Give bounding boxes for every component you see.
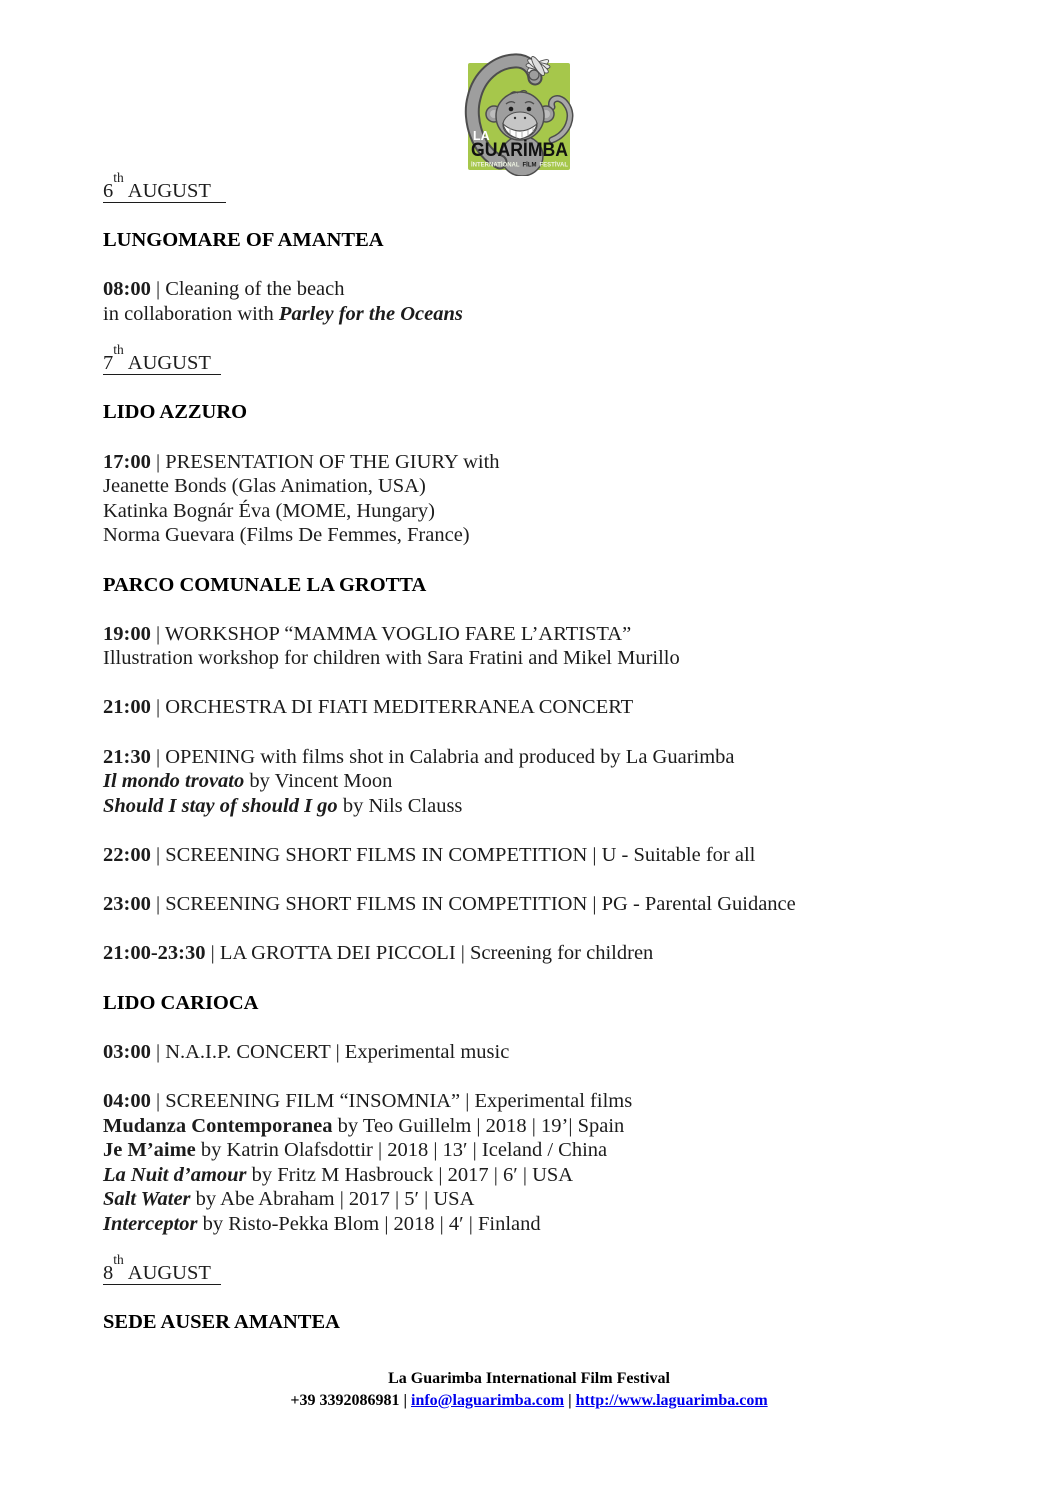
film-entry <box>103 1138 1023 1163</box>
film-credit: by Risto-Pekka Blom | 2018 | 4′ | Finland <box>197 1212 541 1235</box>
date-ordinal-suffix: th <box>113 1251 124 1267</box>
footer-separator: | <box>564 1391 576 1409</box>
film-entry <box>103 1212 1023 1237</box>
logo-la-text: LA <box>473 129 490 143</box>
logo-subtitle-international: İNTERNATİONAL <box>471 162 520 169</box>
film-entry <box>103 1163 1023 1188</box>
date-underlined <box>103 1251 221 1285</box>
date-month: AUGUST <box>123 180 217 202</box>
event-text: OPENING with films shot in Calabria and produced by La Guarimba <box>165 745 735 768</box>
event-line <box>103 892 1023 917</box>
date-ordinal-suffix: th <box>113 341 124 357</box>
film-credit: by Abe Abraham | 2017 | 5′ | USA <box>190 1188 475 1211</box>
event-line <box>103 622 1023 647</box>
event-line <box>103 450 1023 475</box>
website-link[interactable]: http://www.laguarimba.com <box>575 1391 768 1409</box>
event-separator: | <box>150 450 166 473</box>
email-link[interactable]: info@laguarimba.com <box>411 1391 565 1409</box>
event-line <box>103 1089 1023 1114</box>
event-jury-presentation <box>103 450 1023 548</box>
event-separator: | <box>150 622 165 645</box>
event-separator: | <box>150 745 166 768</box>
event-text: Cleaning of the beach <box>165 278 345 301</box>
venue-heading-parco-comunale: PARCO COMUNALE LA GROTTA <box>103 573 427 596</box>
event-text: SCREENING SHORT FILMS IN COMPETITION | PG - Parental Guidance <box>165 893 796 916</box>
event-insomnia-screening <box>103 1089 1023 1237</box>
film-credit: by Fritz M Hasbrouck | 2017 | 6′ | USA <box>246 1163 574 1186</box>
event-separator: | <box>150 1040 166 1063</box>
event-time: 23:00 <box>103 893 151 916</box>
event-text: N.A.I.P. CONCERT | Experimental music <box>165 1040 510 1063</box>
film-title: Should I stay of should I go <box>103 794 338 817</box>
event-line <box>103 941 1023 966</box>
event-subline <box>103 302 1023 327</box>
event-workshop <box>103 622 1023 671</box>
jury-member: Katinka Bognár Éva (MOME, Hungary) <box>103 499 435 522</box>
collab-text: in collaboration with <box>103 302 279 325</box>
event-separator: | <box>150 278 166 301</box>
date-underlined <box>103 169 226 203</box>
footer-festival-name: La Guarimba International Film Festival <box>388 1370 670 1387</box>
film-title: Salt Water <box>103 1188 191 1211</box>
event-line <box>103 695 1023 720</box>
event-screening-u <box>103 843 1023 868</box>
event-time: 17:00 <box>103 450 151 473</box>
event-separator: | <box>150 844 166 867</box>
event-separator: | <box>150 893 166 916</box>
film-entry <box>103 794 1023 819</box>
film-title: Il mondo trovato <box>103 770 245 793</box>
date-number: 7 <box>103 352 114 375</box>
date-month: AUGUST <box>123 1262 211 1285</box>
date-heading-aug8 <box>103 1251 1023 1286</box>
event-opening <box>103 745 1023 819</box>
footer-phone: +39 3392086981 <box>290 1391 400 1409</box>
event-time: 04:00 <box>103 1089 151 1112</box>
film-credit: by Vincent Moon <box>244 770 393 793</box>
event-time: 03:00 <box>103 1040 151 1063</box>
date-underlined <box>103 341 221 375</box>
event-grotta-piccoli <box>103 941 1023 966</box>
film-entry <box>103 1114 1023 1139</box>
event-text: PRESENTATION OF THE GIURY with <box>165 450 500 473</box>
date-ordinal-suffix: th <box>113 169 124 185</box>
date-heading-aug7 <box>103 341 1023 376</box>
monkey-head-icon <box>496 91 544 141</box>
film-credit: by Katrin Olafsdottir | 2018 | 13′ | Iceland / China <box>195 1139 608 1162</box>
event-screening-pg <box>103 892 1023 917</box>
footer-contact-line <box>0 1390 1058 1412</box>
event-time: 21:00-23:30 <box>103 942 206 965</box>
guarimba-logo <box>452 44 586 176</box>
event-line <box>103 745 1023 770</box>
logo-subtitle-film: FİLM <box>522 162 537 169</box>
film-title: La Nuit d’amour <box>103 1163 247 1186</box>
page-footer <box>0 1368 1058 1411</box>
venue-heading-lungomare: LUNGOMARE OF AMANTEA <box>103 229 384 252</box>
film-entry <box>103 1187 1023 1212</box>
date-number: 8 <box>103 1262 114 1285</box>
date-heading-aug6 <box>103 169 1023 204</box>
logo-subtitle-text <box>471 162 568 169</box>
venue-heading-lido-carioca: LIDO CARIOCA <box>103 991 259 1014</box>
event-time: 08:00 <box>103 278 151 301</box>
event-beach-cleaning <box>103 277 1023 326</box>
event-naip-concert <box>103 1040 1023 1065</box>
event-orchestra-concert <box>103 695 1023 720</box>
date-month: AUGUST <box>123 352 211 375</box>
film-title: Je M’aime <box>103 1139 196 1162</box>
film-title: Mudanza Contemporanea <box>103 1114 333 1137</box>
event-time: 19:00 <box>103 622 151 645</box>
event-text: LA GROTTA DEI PICCOLI | Screening for children <box>219 942 654 965</box>
partner-name: Parley for the Oceans <box>278 302 463 325</box>
film-title: Interceptor <box>103 1212 198 1235</box>
date-number: 6 <box>103 180 114 202</box>
program-content <box>103 169 1023 1360</box>
jury-member: Jeanette Bonds (Glas Animation, USA) <box>103 475 426 498</box>
logo-subtitle-festival: FESTİVAL <box>539 162 569 169</box>
event-separator: | <box>205 942 220 965</box>
event-time: 21:30 <box>103 745 151 768</box>
event-subline: Illustration workshop for children with Sara Fratini and Mikel Murillo <box>103 647 680 670</box>
event-line <box>103 843 1023 868</box>
venue-heading-sede-auser: SEDE AUSER AMANTEA <box>103 1311 340 1334</box>
film-credit: by Nils Clauss <box>337 794 463 817</box>
venue-heading-lido-azzuro: LIDO AZZURO <box>103 401 248 424</box>
footer-separator: | <box>399 1391 411 1409</box>
film-credit: by Teo Guillelm | 2018 | 19’| Spain <box>332 1114 625 1137</box>
event-text: ORCHESTRA DI FIATI MEDITERRANEA CONCERT <box>165 696 634 719</box>
event-text: SCREENING FILM “INSOMNIA” | Experimental films <box>165 1089 633 1112</box>
logo-title-text: GUARİMBA <box>471 140 569 161</box>
monkey-hand-icon <box>529 70 539 80</box>
event-text: SCREENING SHORT FILMS IN COMPETITION | U - Suitable for all <box>165 844 756 867</box>
event-time: 22:00 <box>103 844 151 867</box>
event-separator: | <box>150 696 166 719</box>
event-separator: | <box>150 1089 166 1112</box>
film-entry <box>103 769 1023 794</box>
event-text: WORKSHOP “MAMMA VOGLIO FARE L’ARTISTA” <box>164 622 632 645</box>
event-time: 21:00 <box>103 696 151 719</box>
event-line <box>103 1040 1023 1065</box>
jury-member: Norma Guevara (Films De Femmes, France) <box>103 524 470 547</box>
event-line <box>103 277 1023 302</box>
